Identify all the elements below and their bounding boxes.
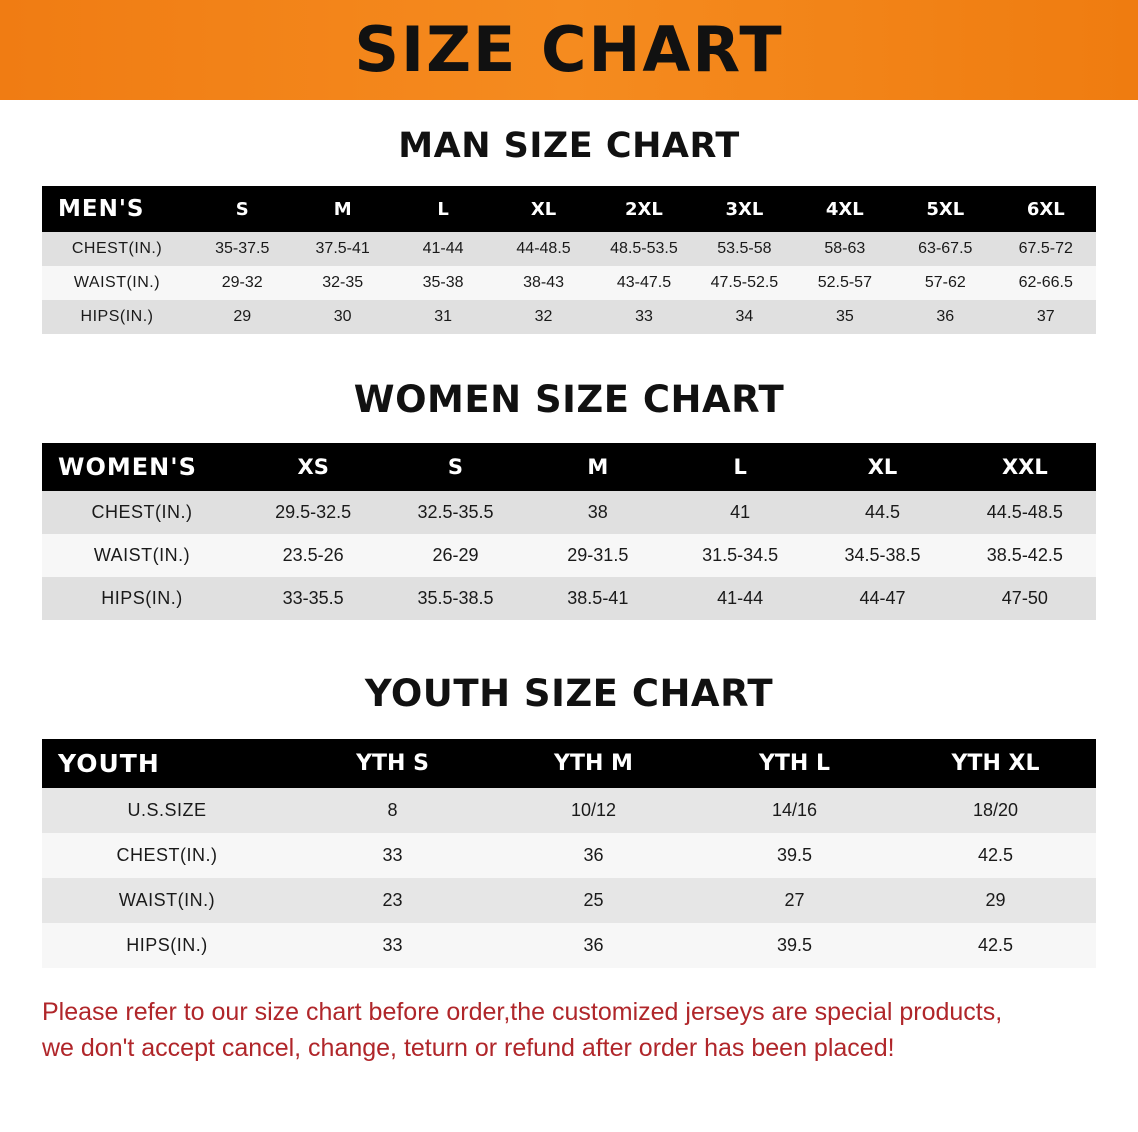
youth-cell: 42.5 [895, 833, 1096, 878]
man-cell: 37 [996, 300, 1097, 334]
youth-row-label: CHEST(IN.) [42, 833, 292, 878]
youth-cell: 23 [292, 878, 493, 923]
women-header-cell-3: M [527, 443, 669, 491]
youth-cell: 42.5 [895, 923, 1096, 968]
man-cell: 63-67.5 [895, 232, 995, 266]
women-cell: 44.5-48.5 [954, 491, 1096, 534]
women-section-title: WOMEN SIZE CHART [353, 378, 785, 421]
man-cell: 32-35 [292, 266, 392, 300]
youth-header-cell-2: YTH M [493, 739, 694, 788]
disclaimer-line-1: Please refer to our size chart before order,the customized jerseys are special products, [42, 998, 1003, 1026]
women-header-cell-1: XS [242, 443, 384, 491]
man-cell: 57-62 [895, 266, 995, 300]
man-cell: 35-37.5 [192, 232, 292, 266]
youth-cell: 39.5 [694, 833, 895, 878]
women-cell: 47-50 [954, 577, 1096, 620]
women-cell: 34.5-38.5 [811, 534, 953, 577]
youth-row-label: HIPS(IN.) [42, 923, 292, 968]
man-cell: 30 [292, 300, 392, 334]
table-header-row [42, 443, 1096, 491]
man-row-label: CHEST(IN.) [42, 232, 192, 266]
women-cell: 38.5-41 [527, 577, 669, 620]
youth-section-title: YOUTH SIZE CHART [364, 672, 774, 715]
man-cell: 47.5-52.5 [694, 266, 794, 300]
man-cell: 35 [795, 300, 895, 334]
women-header-cell-0: WOMEN'S [42, 443, 242, 491]
man-cell: 31 [393, 300, 493, 334]
man-cell: 29-32 [192, 266, 292, 300]
man-cell: 43-47.5 [594, 266, 694, 300]
man-cell: 53.5-58 [694, 232, 794, 266]
women-cell: 41-44 [669, 577, 811, 620]
table-row [42, 266, 1096, 300]
youth-cell: 29 [895, 878, 1096, 923]
youth-table-wrap [0, 739, 1138, 968]
youth-cell: 33 [292, 833, 493, 878]
table-row [42, 232, 1096, 266]
man-cell: 58-63 [795, 232, 895, 266]
women-cell: 41 [669, 491, 811, 534]
man-table-body [42, 232, 1096, 334]
man-cell: 32 [493, 300, 593, 334]
women-size-table [42, 443, 1096, 620]
man-cell: 38-43 [493, 266, 593, 300]
man-size-table [42, 186, 1096, 334]
man-cell: 35-38 [393, 266, 493, 300]
man-cell: 37.5-41 [292, 232, 392, 266]
youth-header-cell-0: YOUTH [42, 739, 292, 788]
youth-cell: 14/16 [694, 788, 895, 833]
table-row [42, 833, 1096, 878]
women-header-cell-4: L [669, 443, 811, 491]
women-header-cell-6: XXL [954, 443, 1096, 491]
youth-row-label: WAIST(IN.) [42, 878, 292, 923]
man-cell: 41-44 [393, 232, 493, 266]
man-row-label: HIPS(IN.) [42, 300, 192, 334]
man-header-cell-3: L [393, 186, 493, 232]
table-row [42, 577, 1096, 620]
table-row [42, 923, 1096, 968]
women-header-cell-2: S [384, 443, 526, 491]
man-cell: 44-48.5 [493, 232, 593, 266]
women-cell: 31.5-34.5 [669, 534, 811, 577]
youth-cell: 10/12 [493, 788, 694, 833]
man-cell: 33 [594, 300, 694, 334]
table-header-row [42, 739, 1096, 788]
youth-cell: 36 [493, 923, 694, 968]
table-row [42, 534, 1096, 577]
women-row-label: HIPS(IN.) [42, 577, 242, 620]
women-row-label: CHEST(IN.) [42, 491, 242, 534]
youth-table-body [42, 788, 1096, 968]
youth-header-cell-1: YTH S [292, 739, 493, 788]
youth-cell: 27 [694, 878, 895, 923]
women-cell: 29-31.5 [527, 534, 669, 577]
man-cell: 29 [192, 300, 292, 334]
youth-cell: 39.5 [694, 923, 895, 968]
man-section-title: MAN SIZE CHART [398, 126, 740, 166]
women-header-cell-5: XL [811, 443, 953, 491]
man-cell: 48.5-53.5 [594, 232, 694, 266]
women-cell: 23.5-26 [242, 534, 384, 577]
women-table-head [42, 443, 1096, 491]
youth-table-head [42, 739, 1096, 788]
women-table-body [42, 491, 1096, 620]
women-cell: 38.5-42.5 [954, 534, 1096, 577]
youth-cell: 33 [292, 923, 493, 968]
man-cell: 62-66.5 [996, 266, 1097, 300]
women-cell: 29.5-32.5 [242, 491, 384, 534]
man-header-cell-0: MEN'S [42, 186, 192, 232]
women-cell: 38 [527, 491, 669, 534]
youth-row-label: U.S.SIZE [42, 788, 292, 833]
youth-header-cell-4: YTH XL [895, 739, 1096, 788]
table-row [42, 788, 1096, 833]
man-header-cell-6: 3XL [694, 186, 794, 232]
man-cell: 36 [895, 300, 995, 334]
table-row [42, 878, 1096, 923]
banner [0, 0, 1138, 100]
man-cell: 52.5-57 [795, 266, 895, 300]
man-header-cell-4: XL [493, 186, 593, 232]
women-row-label: WAIST(IN.) [42, 534, 242, 577]
man-header-cell-9: 6XL [996, 186, 1097, 232]
man-row-label: WAIST(IN.) [42, 266, 192, 300]
man-cell: 67.5-72 [996, 232, 1097, 266]
man-cell: 34 [694, 300, 794, 334]
man-header-cell-1: S [192, 186, 292, 232]
man-header-cell-2: M [292, 186, 392, 232]
women-cell: 32.5-35.5 [384, 491, 526, 534]
table-row [42, 491, 1096, 534]
women-cell: 35.5-38.5 [384, 577, 526, 620]
man-header-cell-7: 4XL [795, 186, 895, 232]
table-header-row [42, 186, 1096, 232]
youth-size-table [42, 739, 1096, 968]
youth-cell: 8 [292, 788, 493, 833]
page-title: SIZE CHART [354, 13, 784, 86]
youth-cell: 25 [493, 878, 694, 923]
table-row [42, 300, 1096, 334]
man-table-wrap [0, 186, 1138, 334]
women-cell: 44.5 [811, 491, 953, 534]
youth-cell: 36 [493, 833, 694, 878]
women-cell: 26-29 [384, 534, 526, 577]
women-cell: 33-35.5 [242, 577, 384, 620]
disclaimer-note [42, 994, 1096, 1067]
disclaimer-line-2: we don't accept cancel, change, teturn or refund after order has been placed! [42, 1034, 895, 1063]
women-cell: 44-47 [811, 577, 953, 620]
women-table-wrap [0, 443, 1138, 620]
man-header-cell-8: 5XL [895, 186, 995, 232]
youth-cell: 18/20 [895, 788, 1096, 833]
man-header-cell-5: 2XL [594, 186, 694, 232]
man-table-head [42, 186, 1096, 232]
youth-header-cell-3: YTH L [694, 739, 895, 788]
